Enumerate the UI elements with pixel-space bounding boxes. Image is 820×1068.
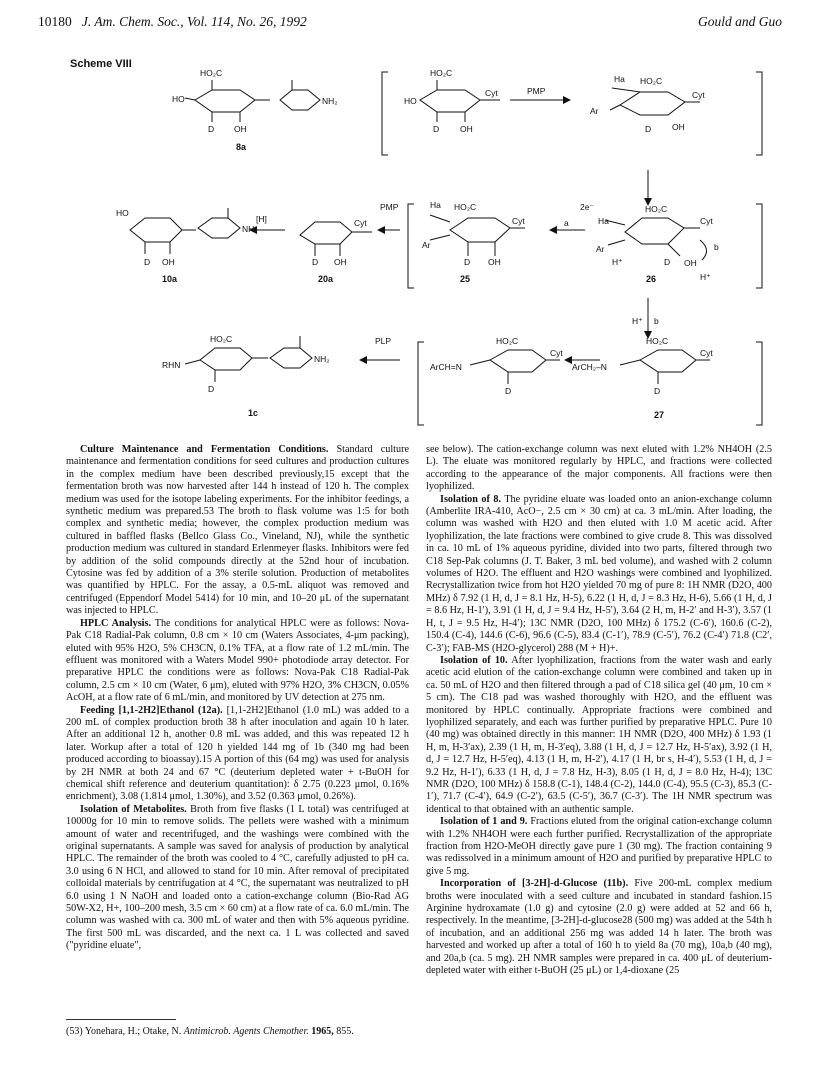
label-26-cyt: Cyt xyxy=(700,216,713,226)
heading-hplc: HPLC Analysis. xyxy=(80,617,151,629)
heading-incorporation: Incorporation of [3-2H]-d-Glucose (11b). xyxy=(440,878,629,890)
label-25-ho2c: HO₂C xyxy=(454,202,477,212)
label-int2-d: D xyxy=(645,124,652,134)
label-1c-d: D xyxy=(208,384,215,394)
label-int1-cyt: Cyt xyxy=(485,88,498,98)
text-incorporation: Five 200-mL complex medium broths were inoculated with a seed culture and incubated in standard fashion.15 Arginine hydroxamate (1.0 g) and cytosine (2.0 g) were added at 52 and 66 h, respectively. In the meantime, [3-2H]-d-glucose28 (500 mg) was added at the 54th h of incubation, and an additional 256 mg was added 14 h later. The broth was harvested and worked up after a total of 160 h to yield 8a (70 mg), 10a,b (40 mg), and 20a,b (ca. 5 mg). 2H NMR samples were prepared in ca. 400 μL of deuterium-depleted water with either t-BuOH (25 μL) or 1,4-dioxane (25 xyxy=(426,878,773,977)
label-26-ha: Ha xyxy=(598,216,609,226)
label-1c-ho2c: HO₂C xyxy=(210,334,233,344)
heading-isolation-10: Isolation of 10. xyxy=(440,654,508,666)
label-imine-ho2c: HO₂C xyxy=(496,336,519,346)
label-imine-cyt: Cyt xyxy=(550,348,563,358)
structure-1c xyxy=(185,336,312,382)
paragraph-isolation-8 xyxy=(426,494,772,655)
text-continuation: see below). The cation-exchange column was next eluted with 1.2% NH4OH (2.5 L). The eluate was monitored regularly by HPLC, and fractions were collected according to the appearance of the major components. All fractions were then lyophilized. xyxy=(426,444,772,493)
footnote-rule xyxy=(66,1019,176,1020)
structure-25 xyxy=(430,215,525,256)
text-isolation-10: After lyophilization, fractions from the water wash and early acetic acid elution of the cation-exchange column were combined and taken up in ca. 50 mL of H2O and then filtered through a pad of C18 silica gel (40 μm, 10 cm × 5 cm). The C18 pad was washed thoroughly with H2O, and the effluent was monitored by HPLC continually. Appropriate fractions were combined and lyophilized separately, and each was further purified by preparative HPLC. Pure 10 (40 mg) was obtained directly in this manner: 1H NMR (D2O, 400 MHz) δ 1.93 (1 H, m, H-3′ax), 2.39 (1 H, m, H-3′eq), 3.88 (1 H, d, J = 12.7 Hz, H-5′ax), 3.92 (1 H, d, J = 12.7 Hz, H-5′eq), 4.13 (1 H, m, H-2′), 4.17 (1 H, br s, H-4′), 5.53 (1 H, d, J = 9.2 Hz, H-1′), 6.33 (1 H, d, J = 7.8 Hz, H-3), 8.05 (1 H, d, J = 8.0 Hz, H-4); 13C NMR (D2O, 100 MHz) δ 158.8 (C-1), 148.4 (C-2), 144.0 (C-4), 95.5 (C-3), 85.3 (C-1′), 71.7 (C-4′), 64.9 (C-2′), 63.5 (C-5′), 36.7 (C-3′). The 1H NMR spectrum was identical to that obtained with an authentic sample. xyxy=(426,654,773,815)
text-feeding: [1,1-2H2]Ethanol (1.0 mL) was added to a 200 mL of complex production broth 38 h after inoculation and again 10 h later. After an additional 12 h, another 0.8 mL was added, and this was repeated 12 h later. Workup after a total of 120 h yielded 144 mg of 1b (340 mg had been produced according to bioassay).15 A portion of this (64 mg) was used for analysis by 2H NMR at both 24 and 67 °C (deuterium depleted water + t-BuOH for chemical shift reference and deuterium quantitation): δ 2.75 (0.223 μmol, 0.16% enrichment), 3.08 (1.814 μmol, 1.30%), and 3.52 (0.363 μmol, 0.26%). xyxy=(66,704,409,803)
footnote-authors: Yonehara, H.; Otake, N. xyxy=(84,1026,182,1037)
label-int2-ho2c: HO₂C xyxy=(640,76,663,86)
label-20a-cyt: Cyt xyxy=(354,218,367,228)
heading-isolation-1-9: Isolation of 1 and 9. xyxy=(440,816,528,828)
paragraph-hplc xyxy=(66,618,409,705)
label-int2-cyt: Cyt xyxy=(692,90,705,100)
label-int2-ar: Ar xyxy=(590,106,599,116)
paragraph-isolation-metabolites xyxy=(66,804,409,953)
label-10a-d: D xyxy=(144,257,151,267)
label-int1-oh: OH xyxy=(460,124,473,134)
label-a: a xyxy=(564,218,569,228)
compound-label-10a: 10a xyxy=(162,274,178,284)
paragraph-incorporation xyxy=(426,878,772,977)
label-27-arch2: ArCH₂–N xyxy=(572,362,607,372)
header-left xyxy=(38,14,307,30)
label-imine-d: D xyxy=(505,386,512,396)
label-20a-oh: OH xyxy=(334,257,347,267)
label-int2-oh: OH xyxy=(672,122,685,132)
structure-8a xyxy=(185,80,320,122)
label-25-cyt: Cyt xyxy=(512,216,525,226)
footnote-year: 1965, xyxy=(311,1026,334,1037)
label-plp: PLP xyxy=(375,336,392,346)
compound-label-26: 26 xyxy=(646,274,657,284)
footnote-53 xyxy=(66,1026,409,1038)
label-pmp-mid: PMP xyxy=(380,202,399,212)
label-8a-ho2c: HO₂C xyxy=(200,68,223,78)
compound-label-20a: 20a xyxy=(318,274,334,284)
text-isolation-8: The pyridine eluate was loaded onto an anion-exchange column (Amberlite IRA-410, AcO−, 2.5 cm × 30 cm) at ca. 3 mL/min. After loading, the column was washed with H2O and then eluted with 1.0 M acetic acid. After lyophilization, the late fractions were combined to give crude 8. This was dissolved in ca. 10 mL of 1% aqueous pyridine, divided into two parts, filtered through two C18 Sep-Pak columns (J. T. Baker, 3 mL bed volume), and washed with 2 column volumes of H2O. The effluent and H2O washings were combined and lyophilized. Recrystallization twice from hot H2O yielded 70 mg of pure 8: 1H NMR (D2O, 400 MHz) δ 7.92 (1 H, d, J = 8.1 Hz, H-5), 6.22 (1 H, d, J = 8.3 Hz, H-6), 5.66 (1 H, d, J = 8.6 Hz, H-1′), 3.91 (1 H, d, J = 9.4 Hz, H-5′), 3.64 (2 H, m, H-2′ and H-3′), 3.57 (1 H, t, J = 9.5 Hz, H-4′); 13C NMR (D2O, 100 MHz) δ 175.2 (C-6′), 160.6 (C-2), 150.4 (C-4), 144.6 (C-6), 96.6 (C-5), 83.4 (C-1′), 78.9 (C-5′), 76.2 (C-4′) 71.8 (C2′, C-3′); FAB-MS (H2O-glycerol) 288 (M + H)+. xyxy=(426,493,772,654)
structure-26 xyxy=(605,218,707,260)
label-imine-arch: ArCH=N xyxy=(430,362,462,372)
label-25-d: D xyxy=(464,257,471,267)
label-10a-oh: OH xyxy=(162,257,175,267)
label-10a-ho: HO xyxy=(116,208,129,218)
paragraph-feeding xyxy=(66,705,409,804)
footnote-pages: 855. xyxy=(336,1026,354,1037)
paragraph-isolation-10 xyxy=(426,655,772,816)
heading-culture: Culture Maintenance and Fermentation Conditions. xyxy=(80,444,329,455)
header-authors: Gould and Guo xyxy=(698,14,782,29)
label-8a-nh2: NH₂ xyxy=(322,96,338,106)
heading-isolation-metabolites: Isolation of Metabolites. xyxy=(80,803,187,815)
compound-label-8a: 8a xyxy=(236,142,247,152)
label-b: b xyxy=(654,316,659,326)
scheme-viii-figure xyxy=(0,60,820,440)
structure-imine xyxy=(470,350,560,384)
label-25-ar: Ar xyxy=(422,240,431,250)
structure-10a xyxy=(130,208,240,254)
text-culture: Standard culture maintenance and fermentation conditions for seed cultures and production cultures in the complex medium have been described previously,15 except that the fermentation broth was now harvested after 144 h instead of 120 h. The complex medium was used for the isotope labeling experiments. For the inhibitor feedings, a synthetic medium was prepared.53 The broth to flask volume was 1:5 for both complex and synthetic media; however, the complex production medium was cultured in baffled flasks (Bellco Glass Co., Vineland, NJ), while the synthetic production medium was cultured in standard Erlenmeyer flasks. Inhibitors were fed by addition of the solid compounds directly at the 52nd hour of incubation. Cytosine was fed by addition of a 3% sterile solution. Production of metabolites was quantified by HPLC. For the assay, a 0.5-mL aliquot was removed and centrifuged (Eppendorf Model 5414) for 10 min, and 10–20 μL of the supernatant was injected to HPLC. xyxy=(66,444,409,617)
text-isolation-metabolites: Broth from five flasks (1 L total) was centrifuged at 10000g for 10 min to remove solids. The pellets were washed with a minimum amount of water and recentrifuged, and the washings were combined with the original supernatants. A sample was saved for analysis of production by analytical HPLC. The remainder of the broth was cooled to 4 °C, carefully adjusted to pH ca. 3.0 using 6 N HCl, and allowed to stand for 10 min. After removal of precipitated colloidal materials by centrifugation at 4 °C, the supernatant was neutralized to pH 6.0 using 1 N NaOH and loaded onto a cation-exchange column (Bio-Rad AG 50W-X2, H+, 100–200 mesh, 3.5 cm × 60 cm) at a flow rate of ca. 6.0 mL/min. The column was washed with ca. 300 mL of water and then with 5% aqueous pyridine. The first 500 mL was discarded, and the next ca. 1 L was collected and saved ("pyridine eluate", xyxy=(66,803,410,952)
text-isolation-1-9: Fractions eluted from the original cation-exchange column with 1.2% NH4OH were each further purified. Recrystallization of the appropriate fraction from H2O-MeOH directly gave pure 1 (30 mg). The fraction containing 9 was redissolved in a minimum amount of H2O and purified by preparative HPLC to give 5 mg. xyxy=(426,816,773,877)
journal-citation: J. Am. Chem. Soc., Vol. 114, No. 26, 1992 xyxy=(81,14,307,29)
label-int2-ha: Ha xyxy=(614,74,625,84)
label-h-reduction: [H] xyxy=(256,214,267,224)
label-26-ar: Ar xyxy=(596,244,605,254)
page-number: 10180 xyxy=(38,14,72,29)
paragraph-culture xyxy=(66,444,409,618)
footnote-journal: Antimicrob. Agents Chemother. xyxy=(183,1026,309,1037)
left-column xyxy=(66,444,409,953)
heading-feeding: Feeding [1,1-2H2]Ethanol (12a). xyxy=(80,704,223,716)
label-25-oh: OH xyxy=(488,257,501,267)
label-26-hplus2: H⁺ xyxy=(700,272,711,282)
label-int1-ho: HO xyxy=(404,96,417,106)
footnote-number: (53) xyxy=(66,1026,83,1037)
label-int1-d: D xyxy=(433,124,440,134)
label-26-ho2c: HO₂C xyxy=(645,204,668,214)
scheme-label: Scheme VIII xyxy=(70,58,132,70)
label-1c-rhn: RHN xyxy=(162,360,181,370)
paragraph-isolation-1-9 xyxy=(426,816,772,878)
label-26-b: b xyxy=(714,242,719,252)
running-header xyxy=(38,14,782,36)
heading-isolation-8: Isolation of 8. xyxy=(440,493,502,505)
label-pmp-top: PMP xyxy=(527,86,546,96)
label-27-cyt: Cyt xyxy=(700,348,713,358)
label-8a-ho: HO xyxy=(172,94,185,104)
label-1c-nh2: NH₂ xyxy=(314,354,330,364)
label-8a-oh: OH xyxy=(234,124,247,134)
right-column xyxy=(426,444,772,977)
label-26-d: D xyxy=(664,257,671,267)
text-hplc: The conditions for analytical HPLC were as follows: Nova-Pak C18 Radial-Pak column, 0.8 cm × 10 cm (Waters Associates, 4-μm packing), eluted with 95% H2O, 5% CH3CN, 0.1% TFA, at a flow rate of 1.2 mL/min. The effluent was monitored with a Waters Model 990+ photodiode array detector. For preparative HPLC the conditions were as follows: Nova-Pak C18 Radial-Pak column, 2.5 cm × 10 cm (Water, 6 μm), eluted with 97% H2O, 3% CH3CN, 0.05% AcOH, at a flow rate of 6 mL/min, and monitored by UV detection at 275 nm. xyxy=(66,617,409,704)
compound-label-25: 25 xyxy=(460,274,471,284)
label-26-2e: 2e⁻ xyxy=(580,202,594,212)
structure-intermediate-2 xyxy=(610,88,700,115)
structure-27 xyxy=(620,350,710,384)
label-8a-d: D xyxy=(208,124,215,134)
label-25-ha: Ha xyxy=(430,200,441,210)
label-int1-ho2c: HO₂C xyxy=(430,68,453,78)
label-10a-nh2: NH₂ xyxy=(242,224,258,234)
compound-label-27: 27 xyxy=(654,410,665,420)
label-26-hplus: H⁺ xyxy=(612,257,623,267)
compound-label-1c: 1c xyxy=(248,408,259,418)
paragraph-continuation xyxy=(426,444,772,494)
label-27-ho2c: HO₂C xyxy=(646,336,669,346)
label-20a-d: D xyxy=(312,257,319,267)
structure-intermediate-1 xyxy=(420,80,500,122)
label-hplus-b: H⁺ xyxy=(632,316,643,326)
label-27-d: D xyxy=(654,386,661,396)
label-26-oh: OH xyxy=(684,258,697,268)
